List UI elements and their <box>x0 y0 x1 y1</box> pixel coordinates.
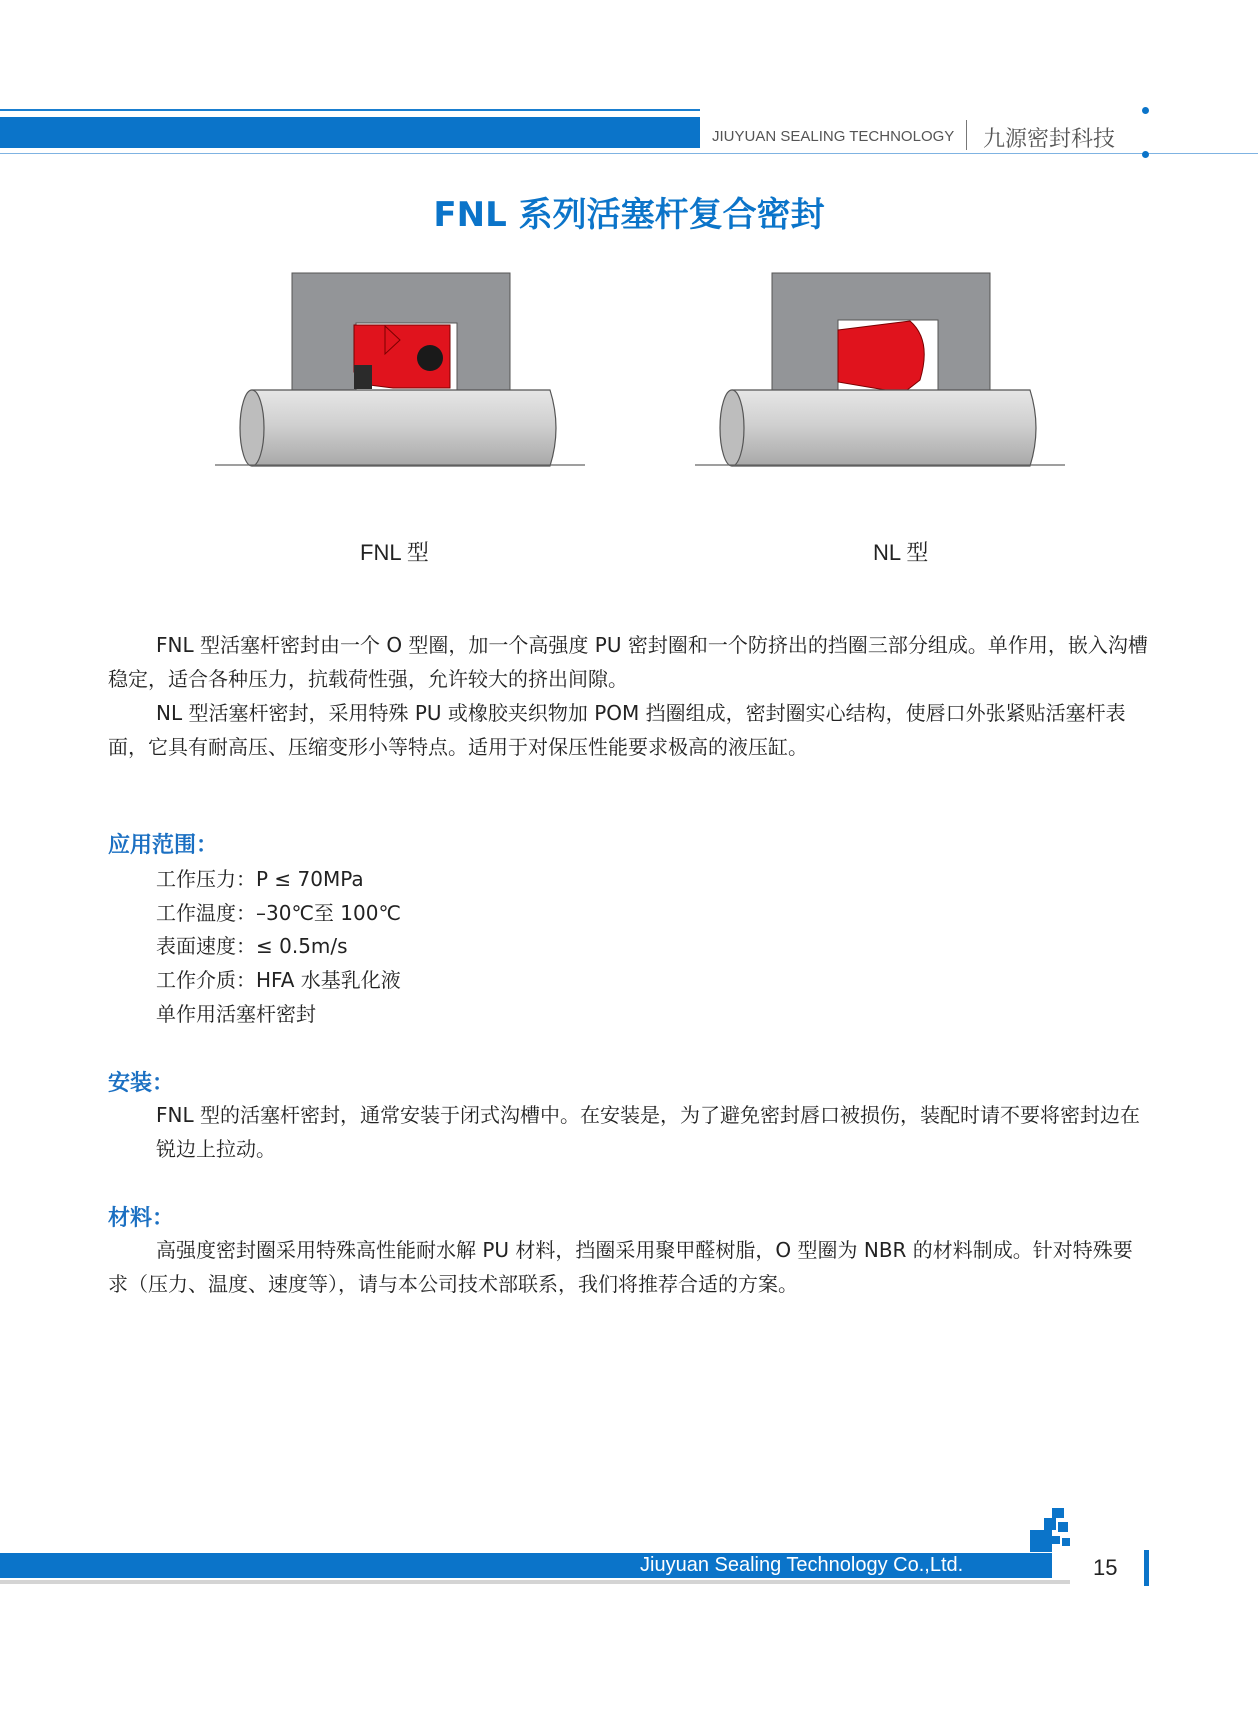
spec-action: 单作用活塞杆密封 <box>156 1002 316 1026</box>
header-dot-icon <box>1142 151 1149 158</box>
header-dot-icon <box>1142 107 1149 114</box>
nl-figure-label: NL 型 <box>873 540 929 565</box>
nl-seal-diagram <box>690 268 1070 518</box>
rod-end <box>240 390 264 466</box>
footer-logo-icon <box>1030 1508 1072 1552</box>
spec-speed: 表面速度：≤ 0.5m/s <box>156 934 348 958</box>
intro-paragraph-2 <box>108 696 1148 764</box>
page-title: FNL 系列活塞杆复合密封 <box>433 195 825 235</box>
material-paragraph <box>108 1233 1148 1301</box>
intro-paragraph-1 <box>108 628 1148 696</box>
spec-pressure: 工作压力：P ≤ 70MPa <box>156 867 364 891</box>
piston-rod <box>246 390 556 466</box>
footer-grey-line <box>0 1580 1070 1584</box>
o-ring <box>417 345 443 371</box>
fnl-figure-label: FNL 型 <box>360 540 429 565</box>
spec-temperature: 工作温度：–30℃至 100℃ <box>156 901 401 925</box>
rod-end <box>720 390 744 466</box>
footer-company: Jiuyuan Sealing Technology Co.,Ltd. <box>640 1554 964 1576</box>
header-blue-bar <box>0 117 700 148</box>
piston-rod <box>726 390 1036 466</box>
intro-text-2: NL 型活塞杆密封，采用特殊 PU 或橡胶夹织物加 POM 挡圈组成，密封圈实心结构，使唇口外张紧贴活塞杆表面，它具有耐高压、压缩变形小等特点。适用于对保压性能要求极高的液压缸。 <box>108 701 1126 759</box>
material-text: 高强度密封圈采用特殊高性能耐水解 PU 材料，挡圈采用聚甲醛树脂，O 型圈为 NBR 的材料制成。针对特殊要求（压力、温度、速度等），请与本公司技术部联系，我们将推荐合适的方案。 <box>108 1238 1133 1296</box>
material-heading: 材料： <box>108 1205 175 1231</box>
installation-text: FNL 型的活塞杆密封，通常安装于闭式沟槽中。在安装是，为了避免密封唇口被损伤，装配时请不要将密封边在锐边上拉动。 <box>156 1103 1140 1161</box>
application-heading: 应用范围： <box>108 832 219 858</box>
page-number-bar <box>1144 1550 1149 1586</box>
intro-text-1: FNL 型活塞杆密封由一个 O 型圈，加一个高强度 PU 密封圈和一个防挤出的挡圈三部分组成。单作用，嵌入沟槽稳定，适合各种压力，抗载荷性强，允许较大的挤出间隙。 <box>108 633 1148 691</box>
nl-seal <box>838 321 924 393</box>
installation-heading: 安装： <box>108 1070 175 1096</box>
header-company-cn: 九源密封科技 <box>983 127 1116 152</box>
header-top-line <box>0 109 700 111</box>
page-number: 15 <box>1093 1555 1118 1580</box>
header-separator <box>966 120 967 150</box>
header-company-en: JIUYUAN SEALING TECHNOLOGY <box>712 128 955 145</box>
fnl-seal-diagram <box>210 268 590 518</box>
header-bottom-line <box>0 153 1258 154</box>
backup-ring <box>354 365 372 389</box>
spec-medium: 工作介质：HFA 水基乳化液 <box>156 968 401 992</box>
